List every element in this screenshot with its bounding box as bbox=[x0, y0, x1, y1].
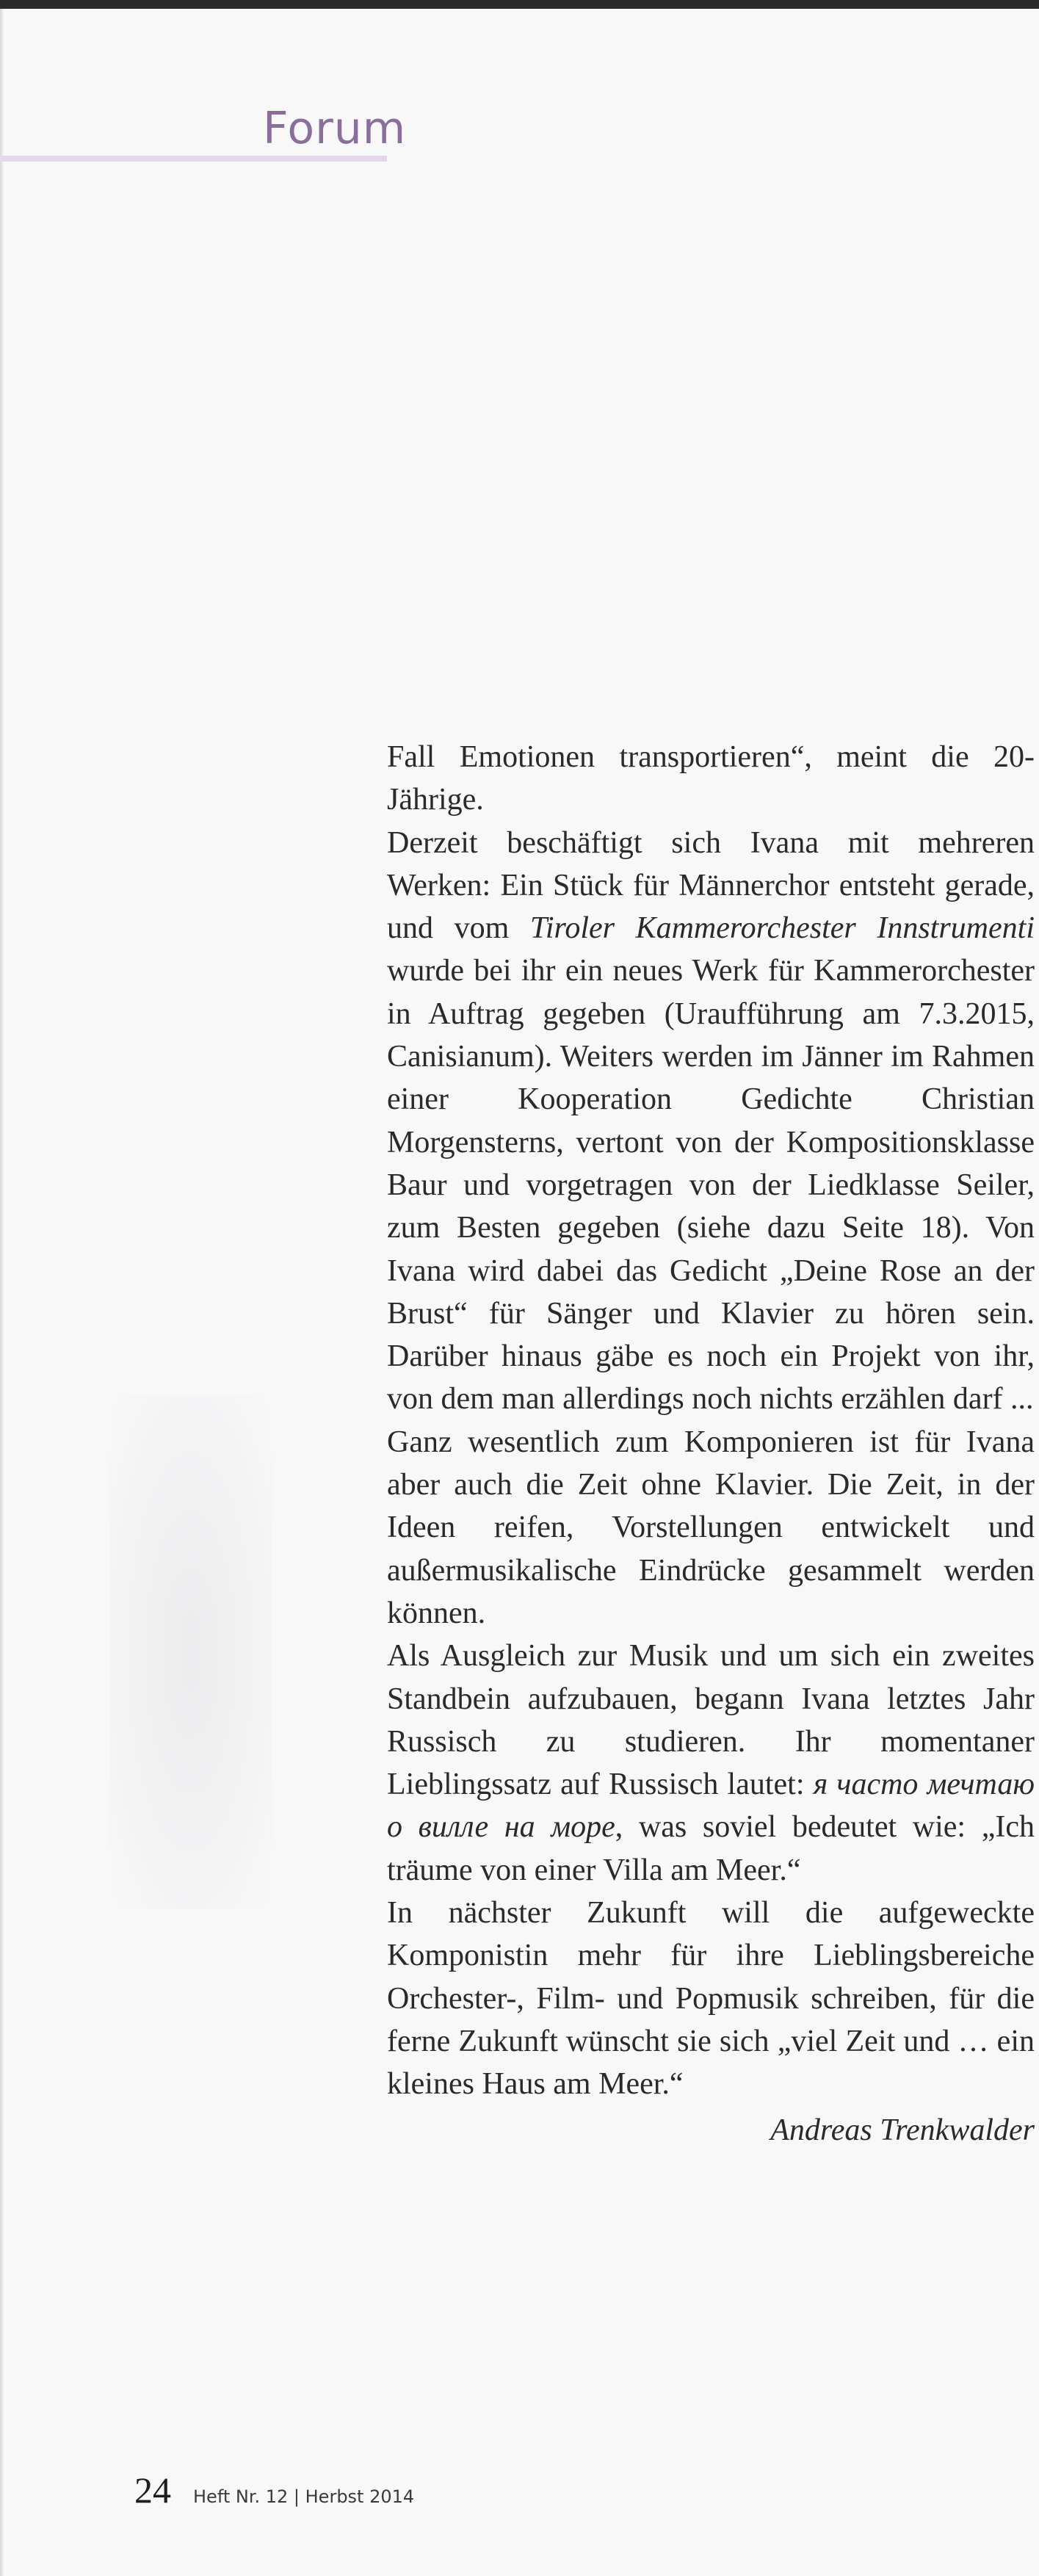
paragraph-text: Fall Emotionen transportieren“, meint die 20-Jährige. bbox=[387, 740, 1035, 817]
page-number: 24 bbox=[134, 2470, 171, 2511]
page-edge-shadow bbox=[0, 9, 4, 2576]
bleed-through-shadow bbox=[110, 1395, 272, 1909]
section-label: Forum bbox=[263, 103, 407, 154]
paragraph-text: Derzeit beschäftigt sich Ivana mit mehreren Werken: Ein Stück für Männerchor entsteht gerade, und vom bbox=[387, 825, 1035, 946]
paragraph-text: Ganz wesentlich zum Komponieren ist für Ivana aber auch die Zeit ohne Klavier. Die Zeit, in der Ideen reifen, Vorstellungen entwickelt und außermusikalische Eindrücke gesammelt werden können. bbox=[387, 1425, 1035, 1630]
article-paragraph bbox=[387, 736, 1035, 822]
author-signature: Andreas Trenkwalder bbox=[770, 2113, 1035, 2147]
page-footer bbox=[134, 2469, 414, 2511]
article-paragraph bbox=[387, 822, 1035, 1421]
paragraph-text: wurde bei ihr ein neues Werk für Kammerorchester in Auftrag gegeben (Uraufführung am 7.3.2015, Canisianum). Weiters werden im Jänner im Rahmen einer Kooperation Gedichte Christian Morgensterns, vertont von der Kompositionsklasse Baur und vorgetragen von der Liedklasse Seiler, zum Besten gegeben (siehe dazu Seite 18). Von Ivana wird dabei das Gedicht „Deine Rose an der Brust“ für Sänger und Klavier zu hören sein. Darüber hinaus gäbe es noch ein Projekt von ihr, von dem man allerdings noch nichts erzählen darf ... bbox=[387, 954, 1035, 1417]
article-paragraph bbox=[387, 1892, 1035, 2105]
paragraph-text: , was soviel bedeutet wie: „Ich träume von einer Villa am Meer.“ bbox=[387, 1810, 1035, 1887]
russian-quote: я часто мечтаю о вилле на море bbox=[387, 1768, 1035, 1845]
article-paragraph bbox=[387, 1635, 1035, 1892]
paragraph-text: In nächster Zukunft will die aufgeweckte Komponistin mehr für ihre Lieblingsbereiche Orchester-, Film- und Popmusik schreiben, für die ferne Zukunft wünscht sie sich „viel Zeit und … ein kleines Haus am Meer.“ bbox=[387, 1896, 1035, 2102]
section-rule bbox=[0, 156, 387, 162]
paragraph-text: Als Ausgleich zur Musik und um sich ein zweites Standbein aufzubauen, begann Ivana letztes Jahr Russisch zu studieren. Ihr momentaner Lieblingssatz auf Russisch lautet: bbox=[387, 1639, 1035, 1802]
orchestra-name: Tiroler Kammerorchester Innstrumenti bbox=[529, 911, 1035, 946]
issue-info: Heft Nr. 12 | Herbst 2014 bbox=[193, 2486, 415, 2507]
article-body bbox=[387, 736, 1035, 2152]
article-paragraph bbox=[387, 1421, 1035, 1635]
top-edge-strip bbox=[0, 0, 1039, 9]
